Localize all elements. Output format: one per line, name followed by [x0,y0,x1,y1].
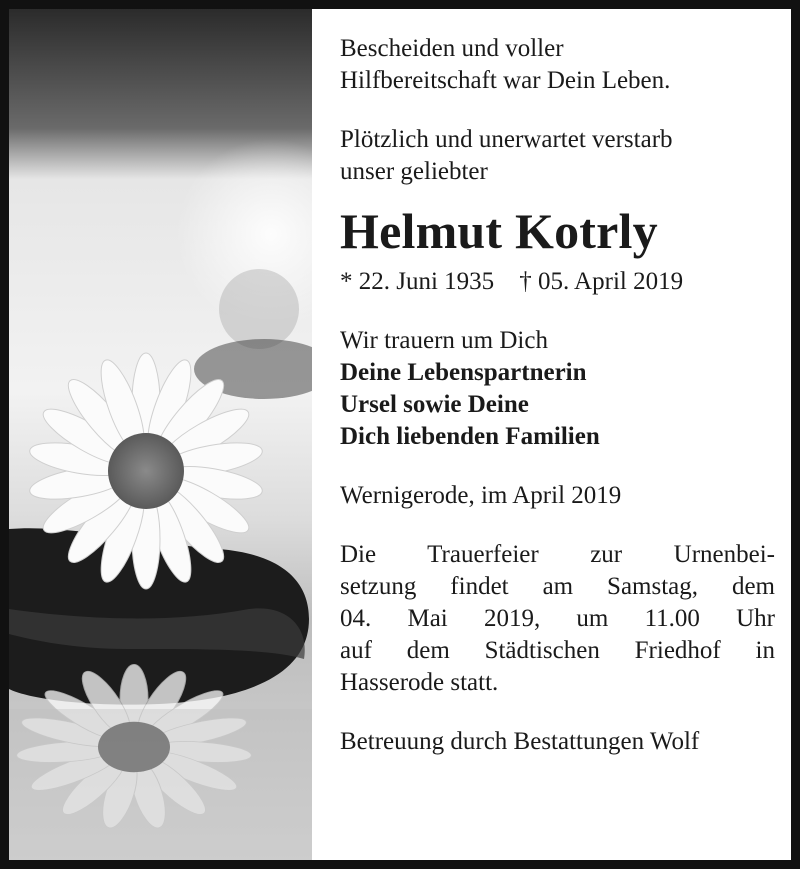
birth-date: * 22. Juni 1935 [340,268,495,295]
undertaker: Betreuung durch Bestattungen Wolf [340,728,700,755]
funeral-line: Hasserode statt. [340,669,499,696]
mourner-line: Dich liebenden Familien [340,423,600,450]
announcement-line-2: unser geliebter [340,158,488,185]
mourner-line: Deine Lebenspartnerin [340,359,587,386]
announcement-line-1: Plötzlich und unerwartet verstarb [340,126,673,153]
funeral-details [340,539,775,699]
funeral-line: 04. Mai 2019, um 11.00 Uhr [340,605,775,632]
obituary-text [340,33,775,758]
mourners-intro: Wir trauern um Dich [340,327,548,354]
deceased-name: Helmut Kotrly [340,203,658,259]
mourner-line: Ursel sowie Deine [340,391,529,418]
life-dates [340,266,775,298]
daisy-flower-photo [9,9,312,860]
place-date: Wernigerode, im April 2019 [340,482,622,509]
funeral-line: setzung findet am Samstag, dem [340,573,775,600]
funeral-line: auf dem Städtischen Friedhof in [340,637,775,664]
funeral-line: Die Trauerfeier zur Urnenbei- [340,541,775,568]
death-date: † 05. April 2019 [519,268,684,295]
intro-line-1: Bescheiden und voller [340,35,564,62]
intro-line-2: Hilfbereitschaft war Dein Leben. [340,67,671,94]
